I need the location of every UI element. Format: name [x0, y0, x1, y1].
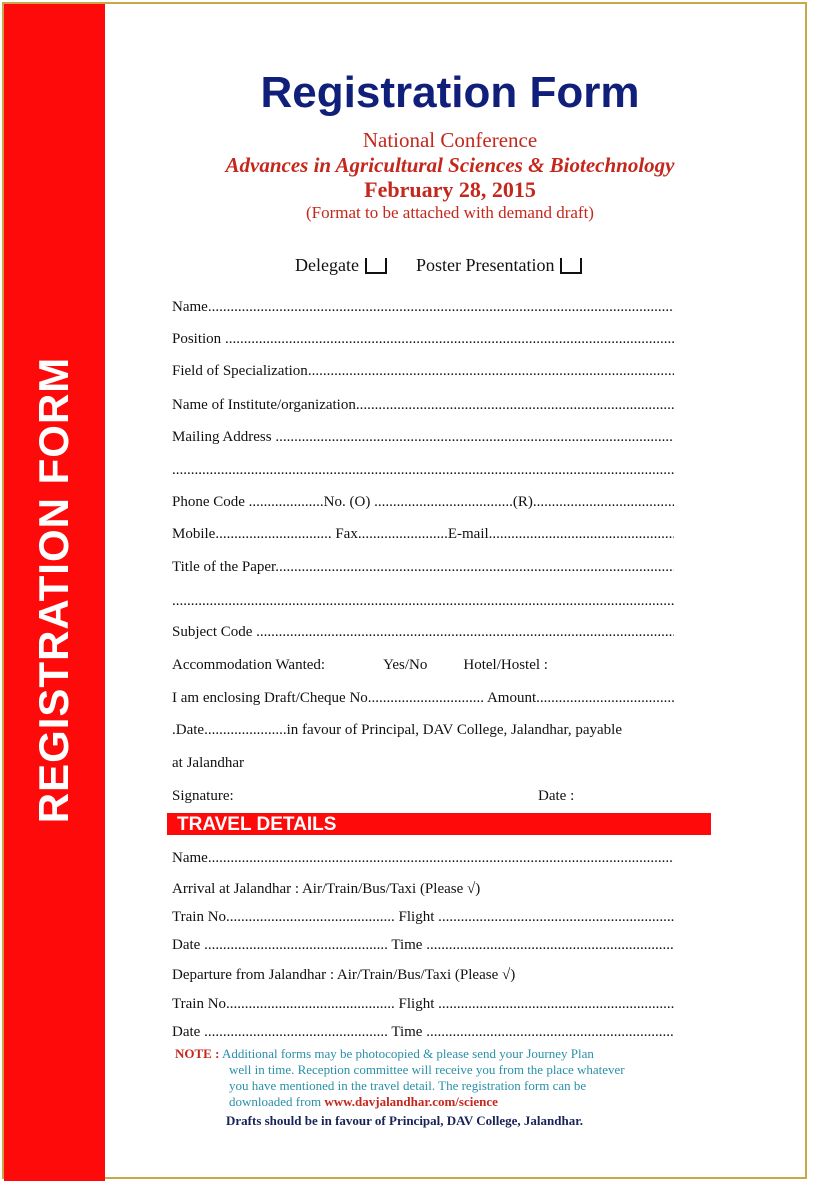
- address-line-2[interactable]: [172, 460, 674, 480]
- mobile-row[interactable]: Mobile............................... Fax........................E-mail .....: [172, 524, 674, 544]
- subject-code-field[interactable]: Subject Code .....: [172, 622, 674, 642]
- departure-mode[interactable]: Departure from Jalandhar : Air/Train/Bus/Taxi (Please √): [172, 967, 516, 983]
- poster-label: Poster Presentation: [415, 255, 555, 275]
- delegate-checkbox[interactable]: [365, 258, 387, 274]
- payable-at: at Jalandhar: [172, 755, 245, 771]
- conference-label: National Conference: [362, 128, 538, 152]
- travel-name-field[interactable]: Name .....: [172, 848, 674, 868]
- conference-date: February 28, 2015: [364, 177, 536, 202]
- draft-row[interactable]: I am enclosing Draft/Cheque No............................... Amount .....: [172, 688, 674, 708]
- conference-theme: Advances in Agricultural Sciences & Biotechnology: [225, 153, 675, 177]
- arrival-mode[interactable]: Arrival at Jalandhar : Air/Train/Bus/Taxi (Please √): [172, 881, 481, 897]
- participation-options: [295, 255, 582, 276]
- signature-date-label: Date :: [538, 788, 575, 804]
- form-title: Registration Form: [260, 68, 640, 117]
- paper-title-field[interactable]: Title of the Paper .....: [172, 557, 674, 577]
- download-link[interactable]: www.davjalandhar.com/science: [324, 1094, 498, 1109]
- draft-date-row[interactable]: .Date......................in favour of Principal, DAV College, Jalandhar, payable: [172, 722, 623, 738]
- departure-train-row[interactable]: Train No............................................. Flight .....: [172, 994, 674, 1014]
- format-note: (Format to be attached with demand draft): [306, 203, 594, 222]
- paper-title-line-2[interactable]: [172, 591, 674, 611]
- position-field[interactable]: Position .....: [172, 329, 674, 349]
- institute-field[interactable]: Name of Institute/organization .....: [172, 395, 674, 415]
- note-block: NOTE : Additional forms may be photocopied & please send your Journey Plan well in time. Reception committee will receive you from the place whatever you have mentioned in the travel detail. The registration form can be downloaded from www.davjalandhar.com/science: [175, 1046, 625, 1109]
- address-field[interactable]: Mailing Address .....: [172, 427, 674, 447]
- drafts-note: Drafts should be in favour of Principal, DAV College, Jalandhar.: [226, 1113, 584, 1128]
- arrival-train-row[interactable]: Train No............................................. Flight .....: [172, 907, 674, 927]
- delegate-label: Delegate: [295, 255, 359, 275]
- poster-checkbox[interactable]: [560, 258, 582, 274]
- name-field[interactable]: Name .....: [172, 297, 674, 317]
- side-label: REGISTRATION FORM: [30, 356, 77, 824]
- departure-date-row[interactable]: Date ................................................. Time .....: [172, 1022, 674, 1042]
- phone-row[interactable]: Phone Code ....................No. (O) .....................................(R) .....: [172, 492, 674, 512]
- accommodation-row[interactable]: Accommodation Wanted: Yes/No Hotel/Hostel :: [172, 657, 548, 673]
- specialization-field[interactable]: Field of Specialization .....: [172, 361, 674, 381]
- signature-row[interactable]: [172, 786, 674, 806]
- travel-details-header: TRAVEL DETAILS: [167, 813, 711, 835]
- signature-label: Signature:: [172, 788, 234, 804]
- note-label: NOTE :: [175, 1046, 220, 1061]
- arrival-date-row[interactable]: Date ................................................. Time .....: [172, 935, 674, 955]
